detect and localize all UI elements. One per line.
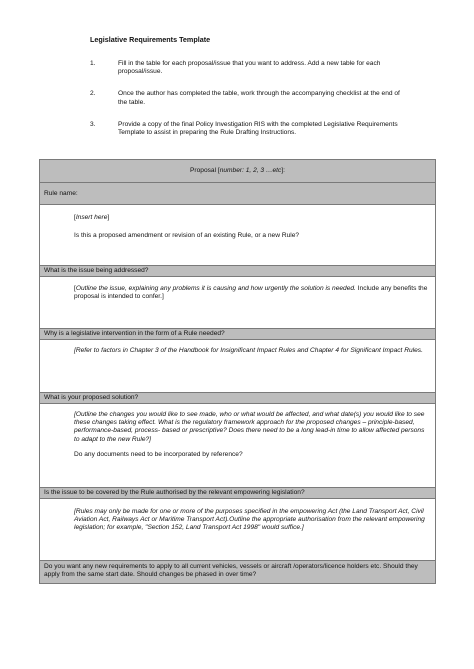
proposal-header-row: Proposal [number: 1, 2, 3 …etc]: [40, 160, 435, 183]
instruction-step [90, 60, 410, 76]
issue-instructions: [Outline the issue, explaining any problems it is causing and how urgently the solution is needed. Include any benefits the proposal is intended to confer.] [74, 285, 428, 301]
amendment-question: Is this a proposed amendment or revision of an existing Rule, or a new Rule? [74, 232, 300, 240]
authorised-field[interactable] [40, 499, 435, 561]
authorised-label-row [40, 488, 435, 499]
issue-field[interactable] [40, 277, 435, 329]
solution-label: What is your proposed solution? [44, 394, 139, 401]
why-label: Why is a legislative intervention in the form of a Rule needed? [44, 330, 225, 337]
why-label-row [40, 329, 435, 340]
step-text: Fill in the table for each proposal/issue that you want to address. Add a new table for each proposal/issue. [118, 60, 381, 76]
proposal-number-placeholder: number: 1, 2, 3 …etc [219, 167, 282, 174]
issue-label-row [40, 266, 435, 277]
rule-name-field[interactable] [40, 205, 435, 266]
why-field[interactable] [40, 340, 435, 393]
step-number: 3. [90, 120, 96, 128]
document-title: Legislative Requirements Template [90, 35, 211, 44]
solution-field[interactable] [40, 404, 435, 488]
rule-name-label: Rule name: [44, 190, 78, 197]
step-text: Provide a copy of the final Policy Investigation RIS with the completed Legislative Requirements Template to assist in preparing the Rule Drafting Instructions. [118, 120, 398, 137]
rule-name-label-row [40, 183, 435, 205]
requirements-table [39, 159, 436, 584]
solution-label-row [40, 393, 435, 404]
issue-label: What is the issue being addressed? [44, 267, 149, 274]
authorised-label: Is the issue to be covered by the Rule authorised by the relevant empowering legislation? [44, 489, 305, 496]
insert-placeholder: [Insert here] [74, 214, 110, 221]
step-number: 2. [90, 90, 96, 98]
solution-instructions: [Outline the changes you would like to see made, who or what would be affected, and what date(s) you would like to see these changes taking effect. What is the regulatory framework approach for the proposed changes – principle-based, performance-based, process- based or prescriptive? Does there need to be a long lead-in time to allow affected persons to adapt to the new Rule?] [74, 411, 425, 443]
step-number: 1. [90, 60, 96, 67]
why-instructions: [Refer to factors in Chapter 3 of the Handbook for Insignificant Impact Rules and Chapter 4 for Significant Impact Rules. [74, 347, 423, 354]
instruction-list [90, 60, 410, 151]
incorporate-question: Do any documents need to be incorporated by reference? [74, 450, 243, 458]
step-text: Once the author has completed the table, work through the accompanying checklist at the end of the table. [118, 90, 400, 106]
requirements-label-row [40, 561, 435, 583]
authorised-instructions: [Rules may only be made for one or more of the purposes specified in the empowering Act (the Land Transport Act, Civil Aviation Act, Railways Act or Maritime Transport Act).Outline the appropriate authorisation from the relevant empowering legislation; for example, "Section 152, Land Transport Act 1998" would suffice.] [74, 508, 425, 532]
requirements-label: Do you want any new requirements to apply to all current vehicles, vessels or aircraft /operators/licence holders etc. Should they apply from the same start date. Should changes be phased in over time? [44, 563, 418, 579]
instruction-step [90, 121, 410, 137]
instruction-step [90, 90, 410, 106]
